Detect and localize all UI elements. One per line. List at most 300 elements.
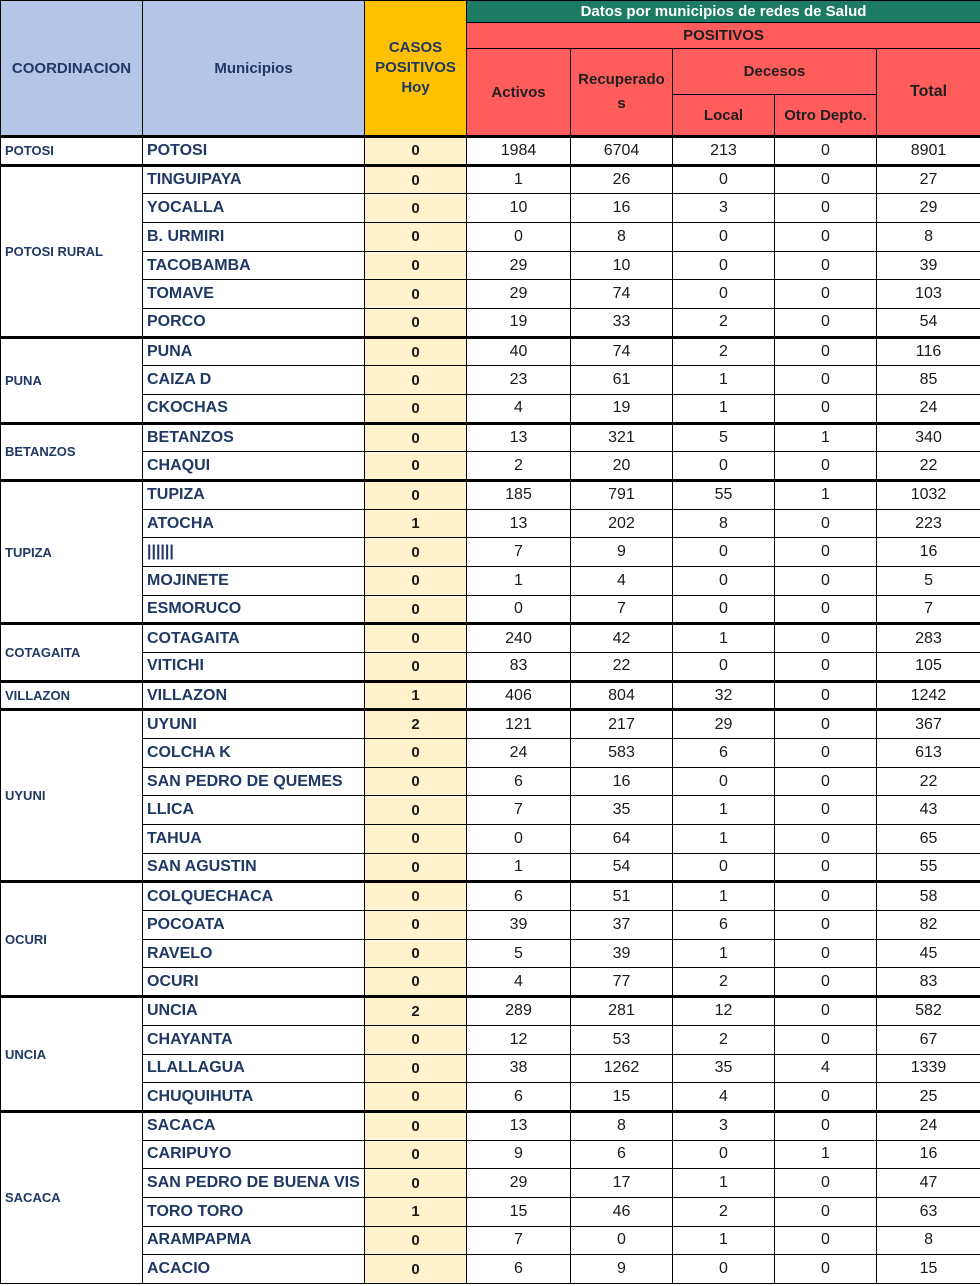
cell-otro: 0 — [775, 882, 877, 911]
cell-total: 116 — [877, 337, 980, 366]
header-local: Local — [673, 95, 775, 137]
cell-local: 1 — [673, 395, 775, 424]
cell-local: 0 — [673, 223, 775, 252]
cell-total: 47 — [877, 1169, 980, 1198]
cell-otro: 0 — [775, 366, 877, 395]
cell-local: 6 — [673, 911, 775, 940]
cell-municipio: ARAMPAPMA — [143, 1226, 365, 1255]
cell-hoy: 0 — [365, 251, 467, 280]
cell-otro: 0 — [775, 911, 877, 940]
cell-municipio: LLICA — [143, 796, 365, 825]
cell-local: 2 — [673, 337, 775, 366]
cell-total: 29 — [877, 194, 980, 223]
cell-recuperados: 202 — [571, 509, 673, 538]
cell-total: 39 — [877, 251, 980, 280]
cell-activos: 13 — [467, 1111, 571, 1140]
cell-total: 5 — [877, 567, 980, 596]
cell-hoy: 0 — [365, 911, 467, 940]
header-total: Total — [877, 49, 980, 137]
cell-hoy: 0 — [365, 1025, 467, 1054]
cell-hoy: 0 — [365, 1255, 467, 1284]
table-row — [1, 595, 980, 624]
cell-hoy: 0 — [365, 853, 467, 882]
cell-activos: 7 — [467, 538, 571, 567]
cell-local: 2 — [673, 1197, 775, 1226]
cell-otro: 0 — [775, 624, 877, 653]
cell-recuperados: 19 — [571, 395, 673, 424]
cell-activos: 0 — [467, 223, 571, 252]
cell-activos: 6 — [467, 767, 571, 796]
cell-recuperados: 8 — [571, 1111, 673, 1140]
cell-total: 340 — [877, 423, 980, 452]
cell-local: 0 — [673, 653, 775, 682]
cell-hoy: 2 — [365, 997, 467, 1026]
cell-total: 582 — [877, 997, 980, 1026]
cell-local: 0 — [673, 165, 775, 194]
cell-activos: 19 — [467, 309, 571, 338]
cell-recuperados: 16 — [571, 194, 673, 223]
cell-otro: 0 — [775, 1083, 877, 1112]
cell-hoy: 0 — [365, 165, 467, 194]
cell-activos: 289 — [467, 997, 571, 1026]
cell-coordinacion: COTAGAITA — [1, 624, 143, 681]
cell-municipio: TORO TORO — [143, 1197, 365, 1226]
cell-coordinacion: POTOSI RURAL — [1, 165, 143, 337]
table-row — [1, 882, 980, 911]
table-row — [1, 251, 980, 280]
cell-otro: 0 — [775, 710, 877, 739]
table-row — [1, 681, 980, 710]
header-recuperados-line2: s — [617, 95, 626, 112]
cell-coordinacion: VILLAZON — [1, 681, 143, 710]
cell-activos: 24 — [467, 739, 571, 768]
cell-otro: 1 — [775, 1140, 877, 1169]
cell-local: 1 — [673, 882, 775, 911]
cell-recuperados: 74 — [571, 337, 673, 366]
cell-hoy: 0 — [365, 1169, 467, 1198]
cell-municipio: VITICHI — [143, 653, 365, 682]
cell-municipio: COLCHA K — [143, 739, 365, 768]
cell-local: 1 — [673, 624, 775, 653]
cell-municipio: OCURI — [143, 968, 365, 997]
cell-coordinacion: BETANZOS — [1, 423, 143, 480]
cell-activos: 6 — [467, 1083, 571, 1112]
cell-recuperados: 9 — [571, 538, 673, 567]
cell-hoy: 0 — [365, 223, 467, 252]
cell-recuperados: 39 — [571, 939, 673, 968]
cell-total: 25 — [877, 1083, 980, 1112]
cell-coordinacion: POTOSI — [1, 137, 143, 166]
table-row — [1, 1169, 980, 1198]
cell-otro: 0 — [775, 309, 877, 338]
table-row — [1, 796, 980, 825]
cell-municipio: SAN PEDRO DE BUENA VIS — [143, 1169, 365, 1198]
cell-otro: 0 — [775, 509, 877, 538]
table-row — [1, 624, 980, 653]
cell-municipio: CHAYANTA — [143, 1025, 365, 1054]
cell-total: 65 — [877, 825, 980, 854]
table-header — [1, 1, 980, 137]
cell-activos: 7 — [467, 796, 571, 825]
cell-otro: 0 — [775, 395, 877, 424]
table-row — [1, 1083, 980, 1112]
cell-total: 22 — [877, 767, 980, 796]
cell-recuperados: 17 — [571, 1169, 673, 1198]
cell-total: 55 — [877, 853, 980, 882]
cell-total: 83 — [877, 968, 980, 997]
cell-activos: 1 — [467, 567, 571, 596]
cell-hoy: 0 — [365, 481, 467, 510]
header-casos-line1: CASOS — [388, 39, 443, 56]
cell-activos: 23 — [467, 366, 571, 395]
cell-otro: 0 — [775, 1197, 877, 1226]
cell-otro: 0 — [775, 767, 877, 796]
cell-activos: 40 — [467, 337, 571, 366]
cell-local: 3 — [673, 194, 775, 223]
cell-municipio: LLALLAGUA — [143, 1054, 365, 1083]
cell-hoy: 0 — [365, 567, 467, 596]
cell-otro: 4 — [775, 1054, 877, 1083]
cell-activos: 1984 — [467, 137, 571, 166]
cell-recuperados: 4 — [571, 567, 673, 596]
cell-local: 55 — [673, 481, 775, 510]
cell-local: 0 — [673, 853, 775, 882]
cell-total: 15 — [877, 1255, 980, 1284]
cell-total: 283 — [877, 624, 980, 653]
cell-hoy: 0 — [365, 767, 467, 796]
cell-activos: 0 — [467, 825, 571, 854]
cell-municipio: MOJINETE — [143, 567, 365, 596]
table-row — [1, 653, 980, 682]
cell-local: 12 — [673, 997, 775, 1026]
cell-recuperados: 217 — [571, 710, 673, 739]
cell-recuperados: 6704 — [571, 137, 673, 166]
cell-activos: 13 — [467, 509, 571, 538]
cell-otro: 0 — [775, 194, 877, 223]
cell-local: 0 — [673, 595, 775, 624]
table-row — [1, 481, 980, 510]
cell-recuperados: 6 — [571, 1140, 673, 1169]
cell-municipio: VILLAZON — [143, 681, 365, 710]
cell-local: 0 — [673, 280, 775, 309]
table-row — [1, 309, 980, 338]
cell-local: 0 — [673, 567, 775, 596]
cell-local: 213 — [673, 137, 775, 166]
table-row — [1, 452, 980, 481]
cell-otro: 0 — [775, 739, 877, 768]
table-row — [1, 853, 980, 882]
cell-otro: 0 — [775, 1111, 877, 1140]
cell-total: 24 — [877, 1111, 980, 1140]
cell-municipio: CARIPUYO — [143, 1140, 365, 1169]
cell-otro: 0 — [775, 796, 877, 825]
header-banner: Datos por municipios de redes de Salud — [467, 1, 980, 23]
table-row — [1, 509, 980, 538]
table-row — [1, 538, 980, 567]
cell-recuperados: 77 — [571, 968, 673, 997]
table-row — [1, 1111, 980, 1140]
cell-activos: 10 — [467, 194, 571, 223]
cell-recuperados: 16 — [571, 767, 673, 796]
cell-hoy: 0 — [365, 395, 467, 424]
cell-municipio: CHAQUI — [143, 452, 365, 481]
cell-total: 7 — [877, 595, 980, 624]
cell-otro: 0 — [775, 653, 877, 682]
cell-municipio: TACOBAMBA — [143, 251, 365, 280]
cell-municipio: SAN AGUSTIN — [143, 853, 365, 882]
cell-otro: 0 — [775, 1025, 877, 1054]
cell-coordinacion: OCURI — [1, 882, 143, 997]
cell-municipio: RAVELO — [143, 939, 365, 968]
cell-hoy: 0 — [365, 280, 467, 309]
cell-hoy: 0 — [365, 1083, 467, 1112]
cell-hoy: 0 — [365, 538, 467, 567]
cell-activos: 29 — [467, 280, 571, 309]
cell-otro: 0 — [775, 337, 877, 366]
cell-municipio: POTOSI — [143, 137, 365, 166]
cell-coordinacion: TUPIZA — [1, 481, 143, 624]
cell-otro: 0 — [775, 1169, 877, 1198]
cell-total: 85 — [877, 366, 980, 395]
cell-total: 58 — [877, 882, 980, 911]
cell-hoy: 0 — [365, 137, 467, 166]
table-row — [1, 767, 980, 796]
table-row — [1, 423, 980, 452]
cell-municipio: |||||| — [143, 538, 365, 567]
cell-local: 35 — [673, 1054, 775, 1083]
cell-local: 1 — [673, 1226, 775, 1255]
cell-municipio: SACACA — [143, 1111, 365, 1140]
table-row — [1, 968, 980, 997]
cell-otro: 0 — [775, 251, 877, 280]
cell-recuperados: 35 — [571, 796, 673, 825]
table-row — [1, 997, 980, 1026]
cell-activos: 29 — [467, 251, 571, 280]
cell-local: 6 — [673, 739, 775, 768]
cell-local: 1 — [673, 366, 775, 395]
cell-coordinacion: PUNA — [1, 337, 143, 423]
header-recuperados-line1: Recuperado — [578, 71, 665, 88]
cell-otro: 0 — [775, 137, 877, 166]
cell-total: 103 — [877, 280, 980, 309]
cell-municipio: PORCO — [143, 309, 365, 338]
cell-recuperados: 15 — [571, 1083, 673, 1112]
cell-hoy: 0 — [365, 595, 467, 624]
cell-local: 0 — [673, 452, 775, 481]
cell-activos: 6 — [467, 882, 571, 911]
table-body — [1, 137, 980, 1284]
cell-activos: 240 — [467, 624, 571, 653]
cell-hoy: 0 — [365, 968, 467, 997]
cell-municipio: ESMORUCO — [143, 595, 365, 624]
cell-activos: 2 — [467, 452, 571, 481]
cell-hoy: 0 — [365, 1226, 467, 1255]
cell-local: 1 — [673, 825, 775, 854]
table-row — [1, 280, 980, 309]
cell-recuperados: 9 — [571, 1255, 673, 1284]
header-decesos: Decesos — [673, 49, 877, 95]
cell-activos: 1 — [467, 165, 571, 194]
cell-municipio: UYUNI — [143, 710, 365, 739]
cell-recuperados: 64 — [571, 825, 673, 854]
header-recuperados — [571, 49, 673, 137]
cell-hoy: 0 — [365, 194, 467, 223]
cell-local: 0 — [673, 767, 775, 796]
table-row — [1, 1025, 980, 1054]
cell-activos: 39 — [467, 911, 571, 940]
cell-recuperados: 33 — [571, 309, 673, 338]
table-row — [1, 567, 980, 596]
cell-total: 16 — [877, 1140, 980, 1169]
table-row — [1, 194, 980, 223]
cell-municipio: TOMAVE — [143, 280, 365, 309]
cell-total: 105 — [877, 653, 980, 682]
cell-hoy: 0 — [365, 939, 467, 968]
table-row — [1, 223, 980, 252]
header-activos: Activos — [467, 49, 571, 137]
cell-activos: 5 — [467, 939, 571, 968]
cell-coordinacion: UNCIA — [1, 997, 143, 1112]
cell-activos: 83 — [467, 653, 571, 682]
cell-local: 0 — [673, 538, 775, 567]
table-row — [1, 366, 980, 395]
cell-total: 1339 — [877, 1054, 980, 1083]
cell-total: 45 — [877, 939, 980, 968]
cell-municipio: CAIZA D — [143, 366, 365, 395]
cell-hoy: 0 — [365, 796, 467, 825]
cell-recuperados: 10 — [571, 251, 673, 280]
cell-total: 223 — [877, 509, 980, 538]
cell-local: 1 — [673, 796, 775, 825]
cell-total: 54 — [877, 309, 980, 338]
cell-municipio: POCOATA — [143, 911, 365, 940]
cell-municipio: ATOCHA — [143, 509, 365, 538]
cell-recuperados: 321 — [571, 423, 673, 452]
cell-recuperados: 7 — [571, 595, 673, 624]
cell-otro: 0 — [775, 165, 877, 194]
cell-recuperados: 37 — [571, 911, 673, 940]
cell-total: 24 — [877, 395, 980, 424]
header-positivos: POSITIVOS — [467, 23, 980, 49]
cell-municipio: CHUQUIHUTA — [143, 1083, 365, 1112]
cell-total: 367 — [877, 710, 980, 739]
cell-municipio: TAHUA — [143, 825, 365, 854]
cell-local: 2 — [673, 1025, 775, 1054]
cell-otro: 0 — [775, 681, 877, 710]
table-row — [1, 1226, 980, 1255]
cell-municipio: PUNA — [143, 337, 365, 366]
cell-municipio: B. URMIRI — [143, 223, 365, 252]
cell-activos: 4 — [467, 395, 571, 424]
cell-total: 8 — [877, 223, 980, 252]
cell-total: 8 — [877, 1226, 980, 1255]
cell-activos: 121 — [467, 710, 571, 739]
cell-activos: 185 — [467, 481, 571, 510]
table-row — [1, 911, 980, 940]
cell-municipio: TUPIZA — [143, 481, 365, 510]
cell-total: 82 — [877, 911, 980, 940]
cell-local: 2 — [673, 309, 775, 338]
cell-otro: 0 — [775, 997, 877, 1026]
cell-municipio: SAN PEDRO DE QUEMES — [143, 767, 365, 796]
cell-municipio: COTAGAITA — [143, 624, 365, 653]
table-row — [1, 337, 980, 366]
cell-local: 2 — [673, 968, 775, 997]
header-coordinacion: COORDINACION — [1, 1, 143, 137]
cell-recuperados: 53 — [571, 1025, 673, 1054]
cell-otro: 0 — [775, 452, 877, 481]
cell-total: 27 — [877, 165, 980, 194]
cell-local: 1 — [673, 939, 775, 968]
cell-local: 8 — [673, 509, 775, 538]
cell-otro: 0 — [775, 853, 877, 882]
cell-recuperados: 26 — [571, 165, 673, 194]
cell-local: 32 — [673, 681, 775, 710]
cell-hoy: 0 — [365, 825, 467, 854]
header-casos-line3: Hoy — [401, 79, 430, 96]
cell-recuperados: 281 — [571, 997, 673, 1026]
cell-hoy: 1 — [365, 509, 467, 538]
cell-total: 8901 — [877, 137, 980, 166]
cell-otro: 0 — [775, 567, 877, 596]
cell-local: 0 — [673, 1140, 775, 1169]
cell-total: 1242 — [877, 681, 980, 710]
cell-municipio: COLQUECHACA — [143, 882, 365, 911]
cell-municipio: CKOCHAS — [143, 395, 365, 424]
cell-otro: 0 — [775, 280, 877, 309]
cell-otro: 1 — [775, 481, 877, 510]
cell-hoy: 0 — [365, 739, 467, 768]
cell-hoy: 0 — [365, 337, 467, 366]
cell-municipio: ACACIO — [143, 1255, 365, 1284]
cell-activos: 7 — [467, 1226, 571, 1255]
cell-otro: 0 — [775, 595, 877, 624]
cell-local: 3 — [673, 1111, 775, 1140]
cell-recuperados: 42 — [571, 624, 673, 653]
cell-activos: 6 — [467, 1255, 571, 1284]
table-row — [1, 939, 980, 968]
cell-otro: 0 — [775, 939, 877, 968]
cell-recuperados: 54 — [571, 853, 673, 882]
cell-otro: 1 — [775, 423, 877, 452]
cell-recuperados: 8 — [571, 223, 673, 252]
header-casos-line2: POSITIVOS — [375, 59, 456, 76]
cell-otro: 0 — [775, 223, 877, 252]
cell-recuperados: 804 — [571, 681, 673, 710]
cell-coordinacion: SACACA — [1, 1111, 143, 1283]
cell-otro: 0 — [775, 1226, 877, 1255]
cell-recuperados: 1262 — [571, 1054, 673, 1083]
table-row — [1, 739, 980, 768]
cell-total: 16 — [877, 538, 980, 567]
cell-hoy: 0 — [365, 1111, 467, 1140]
cell-recuperados: 22 — [571, 653, 673, 682]
cell-activos: 0 — [467, 595, 571, 624]
cell-activos: 9 — [467, 1140, 571, 1169]
header-casos-hoy — [365, 1, 467, 137]
cell-total: 63 — [877, 1197, 980, 1226]
cell-local: 0 — [673, 1255, 775, 1284]
cell-otro: 0 — [775, 968, 877, 997]
cell-activos: 12 — [467, 1025, 571, 1054]
cell-hoy: 1 — [365, 681, 467, 710]
cell-local: 0 — [673, 251, 775, 280]
cell-recuperados: 0 — [571, 1226, 673, 1255]
cell-hoy: 2 — [365, 710, 467, 739]
cell-activos: 38 — [467, 1054, 571, 1083]
table-row — [1, 165, 980, 194]
cell-local: 29 — [673, 710, 775, 739]
